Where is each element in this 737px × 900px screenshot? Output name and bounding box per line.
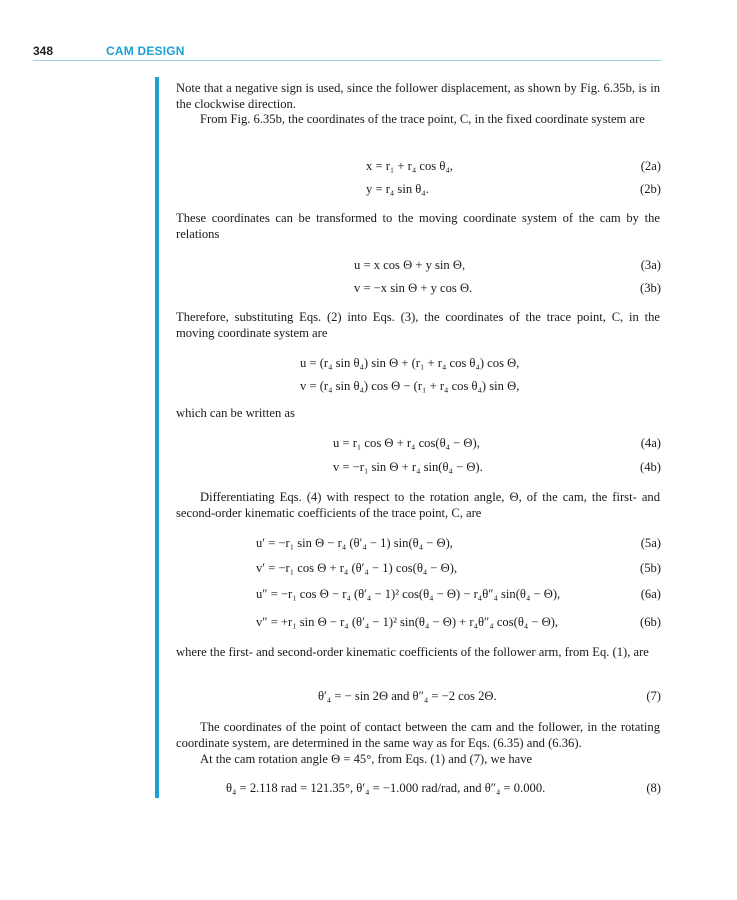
equation-6a: u″ = −r₁ cos Θ − r₄ (θ′₄ − 1)² cos(θ₄ − Θ) − r₄θ″₄ sin(θ₄ − Θ),: [256, 587, 561, 601]
equation-4a: u = r₁ cos Θ + r₄ cos(θ₄ − Θ),: [333, 436, 480, 450]
equation-6b: v″ = +r₁ sin Θ − r₄ (θ′₄ − 1)² sin(θ₄ − Θ) + r₄θ″₄ cos(θ₄ − Θ),: [256, 615, 559, 629]
equation-7: θ′₄ = − sin 2Θ and θ″₄ = −2 cos 2Θ.: [318, 689, 497, 703]
equation-2b: y = r₄ sin θ₄.: [366, 182, 429, 196]
equation-number-5a: (5a): [640, 536, 661, 550]
paragraph-1: Note that a negative sign is used, since the follower displacement, as shown by Fig. 6.35b, is in the clockwise direction.: [176, 81, 660, 111]
equation-8: θ₄ = 2.118 rad = 121.35°, θ′₄ = −1.000 rad/rad, and θ″₄ = 0.000.: [226, 781, 546, 795]
equation-4b: v = −r₁ sin Θ + r₄ sin(θ₄ − Θ).: [333, 460, 483, 474]
paragraph-6: Differentiating Eqs. (4) with respect to the rotation angle, Θ, of the cam, the first- and second-order kinematic coefficients of the trace point, C, are: [176, 490, 660, 520]
paragraph-4: Therefore, substituting Eqs. (2) into Eqs. (3), the coordinates of the trace point, C, in the moving coordinate system are: [176, 310, 660, 340]
equation-number-3b: (3b): [640, 281, 661, 295]
equation-number-6a: (6a): [640, 587, 661, 601]
equation-3a: u = x cos Θ + y sin Θ,: [354, 258, 466, 272]
paragraph-5: which can be written as: [176, 406, 295, 420]
page-number: 348: [33, 44, 54, 58]
equation-number-3a: (3a): [640, 258, 661, 272]
equation-number-2a: (2a): [640, 159, 661, 173]
chapter-title: CAM DESIGN: [106, 44, 185, 58]
equation-number-4a: (4a): [640, 436, 661, 450]
paragraph-3: These coordinates can be transformed to the moving coordinate system of the cam by the relations: [176, 211, 660, 241]
equation-number-2b: (2b): [640, 182, 661, 196]
paragraph-2: From Fig. 6.35b, the coordinates of the trace point, C, in the fixed coordinate system are: [200, 112, 645, 126]
equation-2a: x = r₁ + r₄ cos θ₄,: [366, 159, 453, 173]
header-rule: [33, 60, 661, 61]
equation-number-5b: (5b): [640, 561, 661, 575]
substitution-v: v = (r₄ sin θ₄) cos Θ − (r₁ + r₄ cos θ₄) sin Θ,: [300, 379, 520, 393]
margin-accent-bar: [155, 77, 159, 798]
equation-number-8: (8): [646, 781, 661, 795]
page-header: [33, 44, 661, 62]
paragraph-9: At the cam rotation angle Θ = 45°, from Eqs. (1) and (7), we have: [200, 752, 533, 766]
equation-5a: u′ = −r₁ sin Θ − r₄ (θ′₄ − 1) sin(θ₄ − Θ),: [256, 536, 453, 550]
equation-number-7: (7): [646, 689, 661, 703]
paragraph-7: where the first- and second-order kinematic coefficients of the follower arm, from Eq. (1), are: [176, 645, 649, 659]
equation-number-6b: (6b): [640, 615, 661, 629]
equation-number-4b: (4b): [640, 460, 661, 474]
equation-3b: v = −x sin Θ + y cos Θ.: [354, 281, 473, 295]
equation-5b: v′ = −r₁ cos Θ + r₄ (θ′₄ − 1) cos(θ₄ − Θ),: [256, 561, 458, 575]
substitution-u: u = (r₄ sin θ₄) sin Θ + (r₁ + r₄ cos θ₄) cos Θ,: [300, 356, 520, 370]
paragraph-8: The coordinates of the point of contact between the cam and the follower, in the rotating coordinate system, are determined in the same way as for Eqs. (6.35) and (6.36).: [176, 720, 660, 750]
